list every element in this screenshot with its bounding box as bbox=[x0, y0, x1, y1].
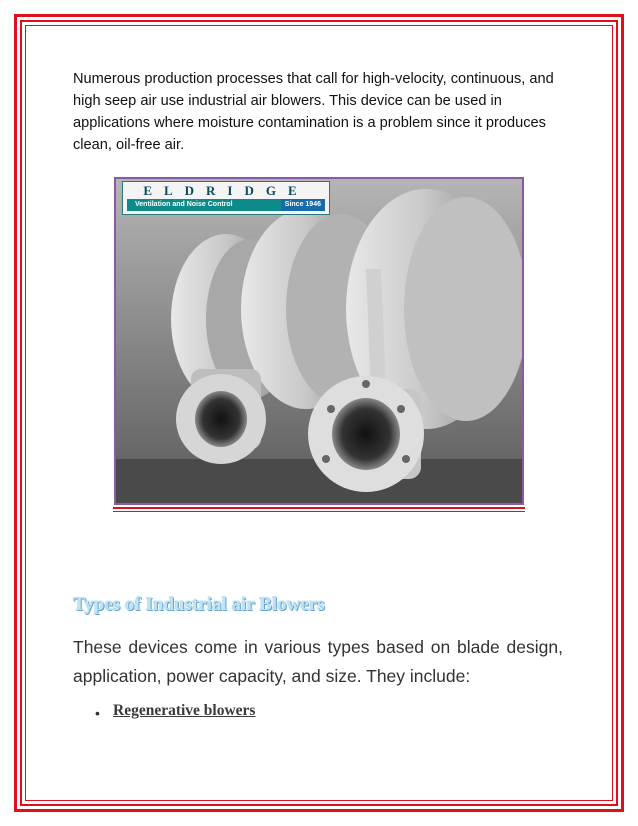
logo-since-badge: Since 1946 bbox=[281, 199, 325, 211]
logo-wordmark: ELDRIDGE bbox=[143, 183, 309, 198]
intro-paragraph: Numerous production processes that call for high-velocity, continuous, and high seep air use industrial air blowers. This device can be used in applications where moisture contamination is a problem since it produces clean, oil-free air. bbox=[73, 71, 554, 153]
blower-photo bbox=[114, 177, 524, 505]
section-heading: Types of Industrial air Blowers bbox=[73, 594, 325, 615]
types-list bbox=[73, 702, 255, 720]
eldridge-logo bbox=[122, 181, 330, 215]
bullet-icon: • bbox=[95, 705, 100, 721]
section-paragraph: These devices come in various types based on blade design, application, power capacity, and size. They include: bbox=[73, 637, 563, 686]
blower-illustration bbox=[116, 179, 522, 503]
logo-band bbox=[127, 199, 325, 211]
bullet-label[interactable]: Regenerative blowers bbox=[113, 702, 256, 719]
logo-subtitle: Ventilation and Noise Control bbox=[135, 201, 233, 208]
image-underline-thin bbox=[113, 511, 525, 512]
list-item bbox=[73, 702, 255, 720]
image-underline-thick bbox=[113, 507, 525, 509]
